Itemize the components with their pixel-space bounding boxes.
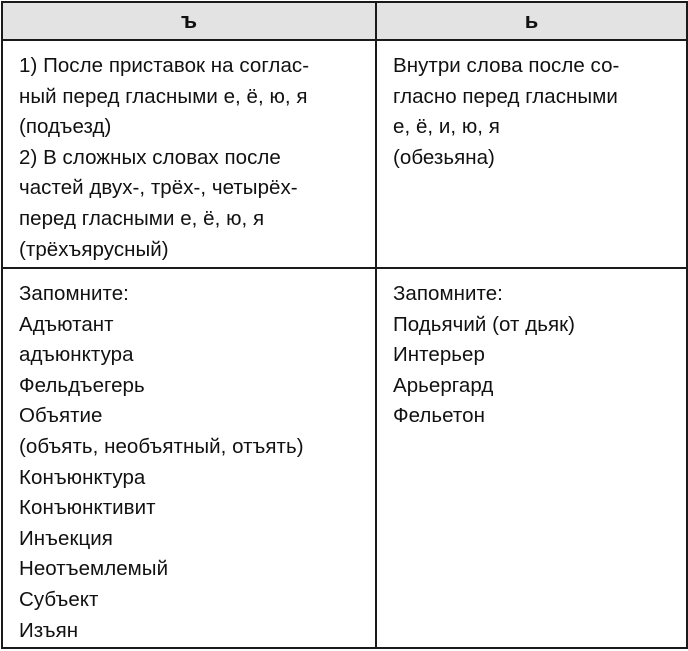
- soft-sign-remember-line: Фельетон: [393, 404, 485, 428]
- hard-sign-remember-cell: [2, 268, 376, 648]
- hard-sign-remember-line: Конъюнктивит: [19, 496, 156, 520]
- hard-sign-remember-line: Фельдъегерь: [19, 373, 145, 397]
- soft-sign-rule-line: (обезьяна): [393, 145, 495, 169]
- soft-sign-remember-line: Подьячий (от дьяк): [393, 312, 576, 336]
- hard-sign-remember-line: Инъекция: [19, 526, 113, 550]
- hard-sign-rule-line: ный перед гласными е, ё, ю, я: [19, 84, 308, 108]
- soft-sign-remember-line: Запомните:: [393, 282, 503, 305]
- hard-sign-rule-line: частей двух-, трёх-, четырёх-: [19, 176, 298, 200]
- hard-sign-remember-line: Адъютант: [19, 312, 114, 336]
- hard-sign-remember-line: Объятие: [19, 404, 103, 428]
- soft-sign-remember-line: Интерьер: [393, 343, 485, 367]
- remember-row: [2, 268, 687, 648]
- rules-row: [2, 40, 687, 268]
- hard-sign-rule-line: перед гласными е, ё, ю, я: [19, 206, 265, 230]
- hard-sign-rule-line: 1) После приставок на соглас-: [19, 54, 310, 77]
- hard-sign-remember-line: Субъект: [19, 587, 99, 611]
- hard-sign-rule-line: 2) В сложных словах после: [19, 145, 281, 169]
- spelling-rules-table: [1, 1, 688, 649]
- hard-sign-rule-line: (трёхъярусный): [19, 237, 169, 261]
- hard-sign-remember-line: Запомните:: [19, 282, 129, 305]
- soft-sign-header: ь: [376, 2, 687, 40]
- hard-sign-remember-line: адъюнктура: [19, 343, 134, 367]
- soft-sign-rule-line: е, ё, и, ю, я: [393, 115, 500, 139]
- hard-sign-header: ъ: [2, 2, 376, 40]
- soft-sign-remember-cell: [376, 268, 687, 648]
- hard-sign-remember-line: Конъюнктура: [19, 465, 146, 489]
- hard-sign-remember-line: Неотъемлемый: [19, 557, 169, 581]
- hard-sign-rules-cell: [2, 40, 376, 268]
- hard-sign-remember-line: (объять, необъятный, отъять): [19, 434, 304, 458]
- soft-sign-remember-line: Арьергард: [393, 373, 494, 397]
- hard-sign-rule-line: (подъезд): [19, 115, 112, 139]
- soft-sign-rule-line: Внутри слова после со-: [393, 54, 620, 77]
- hard-sign-remember-line: Изъян: [19, 618, 79, 642]
- table-header-row: [2, 2, 687, 40]
- soft-sign-rule-line: гласно перед гласными: [393, 84, 618, 108]
- soft-sign-rules-cell: [376, 40, 687, 268]
